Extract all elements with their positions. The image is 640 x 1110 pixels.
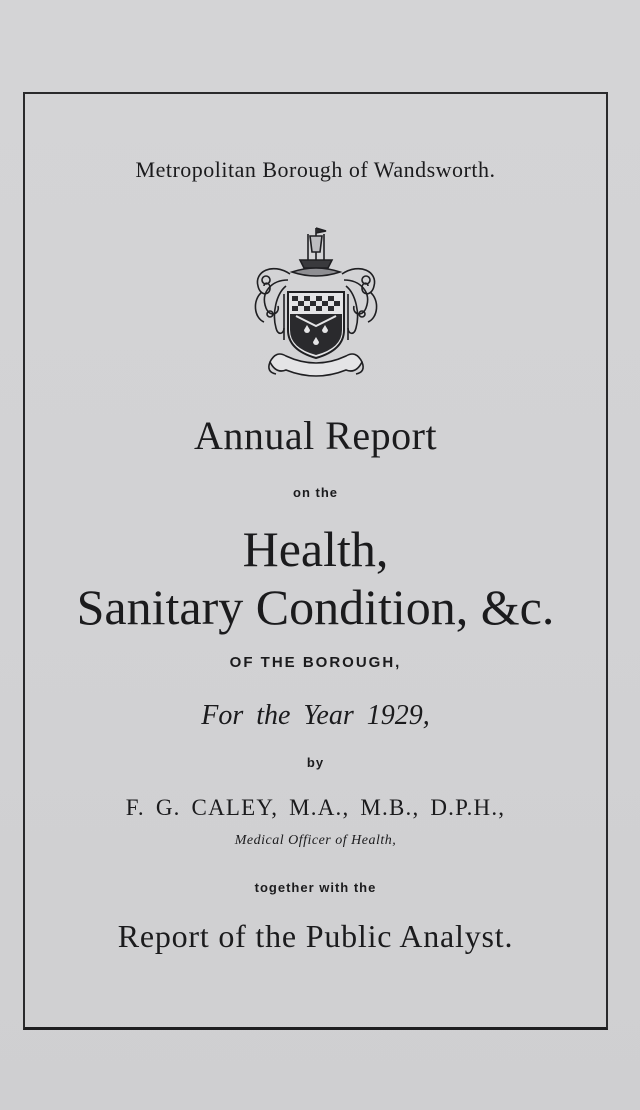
borough-heading: Metropolitan Borough of Wandsworth. xyxy=(135,157,496,182)
together-label: together with the xyxy=(254,880,377,895)
author-name: F. G. CALEY, M.A., M.B., D.P.H., xyxy=(125,795,506,820)
closing-heading: Report of the Public Analyst. xyxy=(117,918,514,954)
on-the-label: on the xyxy=(293,485,338,500)
coat-of-arms-icon xyxy=(246,222,386,382)
subject-heading-line1: Health, xyxy=(242,521,389,577)
of-borough-label: OF THE BOROUGH, xyxy=(229,654,402,671)
author-role: Medical Officer of Health, xyxy=(234,833,397,848)
report-title: Annual Report xyxy=(193,413,438,458)
by-label: by xyxy=(306,755,325,770)
year-line: For the Year 1929, xyxy=(201,700,430,731)
subject-heading-line2: Sanitary Condition, &c. xyxy=(76,579,555,635)
